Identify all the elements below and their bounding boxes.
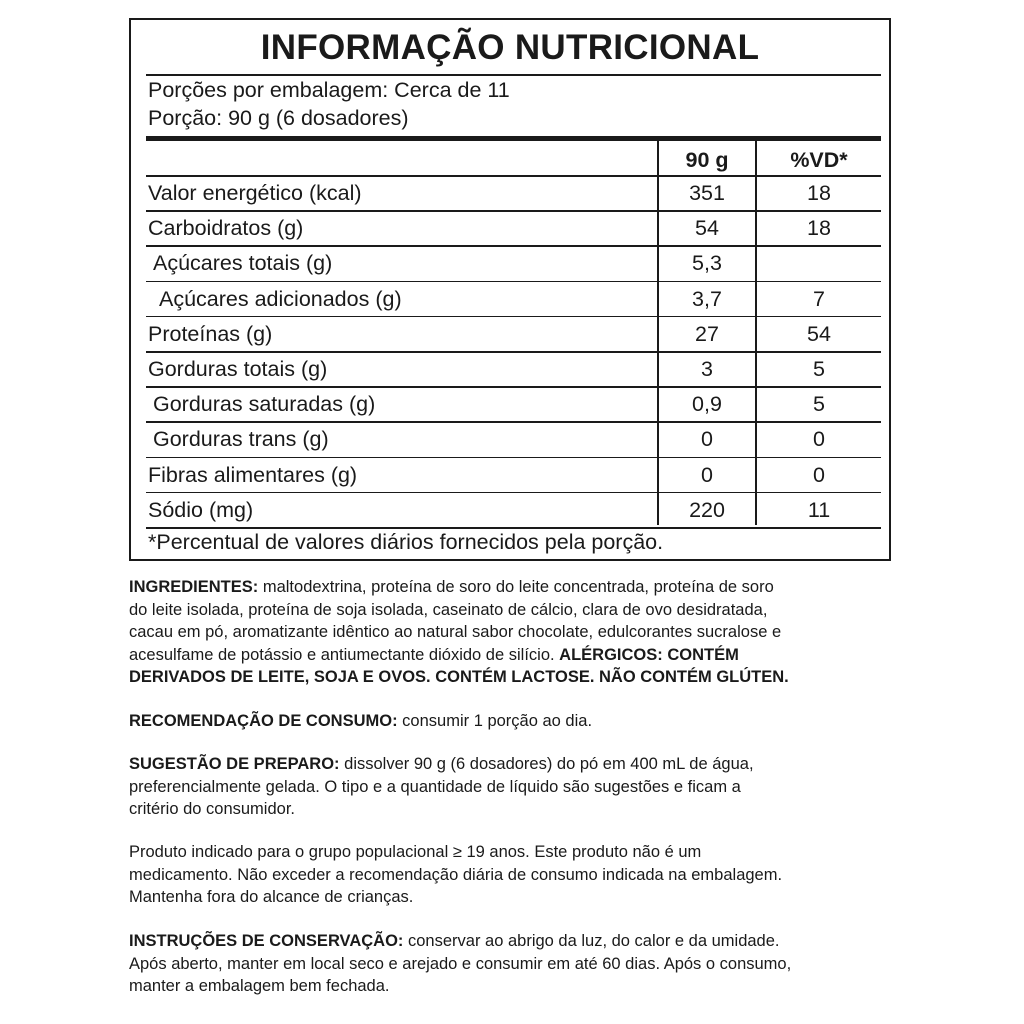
nutrient-daily-value: 7: [813, 286, 825, 311]
nutrient-amount: 220: [689, 497, 725, 522]
panel-title: INFORMAÇÃO NUTRICIONAL: [260, 28, 760, 67]
nutrient-label: Proteínas (g): [148, 321, 273, 346]
storage-text-1: conservar ao abrigo da luz, do calor e da umidade.: [403, 932, 780, 950]
preparation-paragraph: [129, 753, 899, 821]
nutrient-daily-value: 0: [813, 427, 825, 452]
nutrient-row: [131, 317, 889, 352]
nutrient-label: Valor energético (kcal): [148, 181, 362, 205]
allergens-text: DERIVADOS DE LEITE, SOJA E OVOS. CONTÉM LACTOSE. NÃO CONTÉM GLÚTEN.: [129, 668, 789, 686]
ingredients-text-1: maltodextrina, proteína de soro do leite concentrada, proteína de soro: [258, 578, 774, 596]
nutrient-daily-value: 0: [813, 462, 825, 487]
thick-divider: [146, 136, 881, 141]
nutrient-label: Gorduras saturadas (g): [153, 392, 376, 417]
serving-size: Porção: 90 g (6 dosadores): [148, 106, 409, 130]
nutrient-label: Gorduras trans (g): [153, 427, 329, 452]
nutrient-label: Sódio (mg): [148, 497, 254, 522]
nutrient-amount: 3: [701, 357, 713, 381]
nutrient-amount: 54: [695, 216, 719, 241]
nutrient-label: Açúcares totais (g): [153, 251, 333, 276]
nutrient-row: [131, 493, 889, 528]
warning-text-3: Mantenha fora do alcance de crianças.: [129, 888, 414, 906]
preparation-heading: SUGESTÃO DE PREPARO:: [129, 755, 340, 773]
nutrient-amount: 351: [689, 181, 725, 205]
warning-text-2: medicamento. Não exceder a recomendação diária de consumo indicada na embalagem.: [129, 865, 783, 884]
nutrient-amount: 5,3: [692, 251, 722, 276]
nutrient-label: Carboidratos (g): [148, 216, 304, 241]
column-header-dv: %VD*: [790, 148, 848, 172]
servings-per-package: Porções por embalagem: Cerca de 11: [148, 78, 510, 102]
nutrient-row: [131, 176, 889, 211]
nutrient-label: Açúcares adicionados (g): [159, 286, 402, 311]
nutrient-label: Gorduras totais (g): [148, 357, 328, 381]
recommendation-text: consumir 1 porção ao dia.: [397, 712, 593, 730]
nutrient-row: [131, 282, 889, 317]
ingredients-heading: INGREDIENTES:: [129, 578, 259, 596]
storage-paragraph: [129, 930, 899, 998]
storage-text-2: Após aberto, manter em local seco e arejado e consumir em até 60 dias. Após o consumo,: [129, 954, 792, 973]
footnote: *Percentual de valores diários fornecidos pela porção.: [148, 530, 664, 554]
nutrient-row: [131, 458, 889, 493]
column-header-amount: 90 g: [685, 148, 729, 172]
nutrient-amount: 0: [701, 427, 713, 452]
storage-text-3: manter a embalagem bem fechada.: [129, 977, 390, 995]
nutrient-row: [131, 387, 889, 422]
nutrition-facts-panel: [129, 18, 891, 561]
warning-paragraph: [129, 841, 899, 909]
preparation-text-2: preferencialmente gelada. O tipo e a quantidade de líquido são sugestões e ficam a: [129, 777, 741, 796]
ingredients-text-2: do leite isolada, proteína de soja isolada, caseinato de cálcio, clara de ovo desidratada,: [129, 600, 768, 619]
warning-text-1: Produto indicado para o grupo populacional ≥ 19 anos. Este produto não é um: [129, 843, 702, 861]
nutrient-row: [131, 422, 889, 457]
nutrient-amount: 3,7: [692, 286, 722, 311]
nutrient-daily-value: 11: [807, 497, 831, 522]
ingredients-text-3: cacau em pó, aromatizante idêntico ao natural sabor chocolate, edulcorantes sucralose e: [129, 623, 782, 641]
nutrient-amount: 27: [695, 321, 719, 346]
preparation-text-3: critério do consumidor.: [129, 800, 295, 818]
nutrient-daily-value: 54: [807, 321, 831, 346]
nutrient-label: Fibras alimentares (g): [148, 462, 358, 487]
preparation-text-1: dissolver 90 g (6 dosadores) do pó em 400 mL de água,: [339, 755, 754, 773]
nutrient-row: [131, 211, 889, 246]
nutrient-daily-value: 5: [813, 392, 825, 417]
nutrient-daily-value: 18: [807, 216, 831, 241]
ingredients-paragraph: [129, 576, 899, 689]
nutrient-daily-value: 18: [807, 181, 831, 205]
nutrient-row: [131, 246, 889, 281]
nutrient-row: [131, 352, 889, 387]
allergens-heading: ALÉRGICOS: CONTÉM: [559, 645, 739, 664]
recommendation-heading: RECOMENDAÇÃO DE CONSUMO:: [129, 712, 398, 730]
nutrient-daily-value: 5: [813, 357, 825, 381]
ingredients-text-4: acesulfame de potássio e antiumectante dióxido de silício.: [129, 645, 560, 664]
nutrient-amount: 0,9: [692, 392, 722, 417]
storage-heading: INSTRUÇÕES DE CONSERVAÇÃO:: [129, 932, 404, 950]
row-divider: [146, 527, 881, 529]
nutrient-amount: 0: [701, 462, 713, 487]
recommendation-paragraph: [129, 710, 899, 733]
